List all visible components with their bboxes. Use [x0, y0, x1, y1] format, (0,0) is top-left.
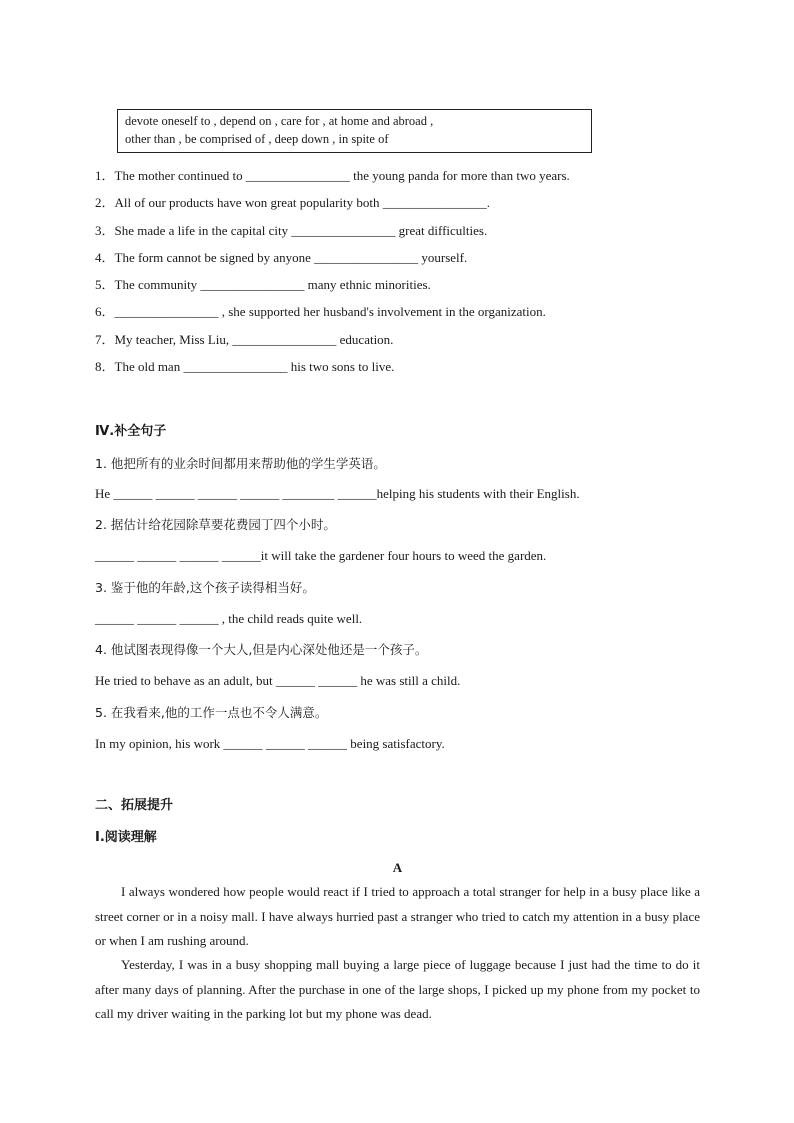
fill-blank-item-4: 4．The form cannot be signed by anyone ________________ yourself.	[95, 250, 468, 265]
sentence-4-english: He tried to behave as an adult, but ______ ______ he was still a child.	[95, 673, 461, 688]
fill-blank-item-2: 2．All of our products have won great popularity both ________________.	[95, 195, 490, 210]
sentence-5-chinese: 5. 在我看来,他的工作一点也不令人满意。	[95, 705, 328, 720]
sentence-1-chinese: 1. 他把所有的业余时间都用来帮助他的学生学英语。	[95, 456, 386, 471]
sentence-3-english: ______ ______ ______ , the child reads quite well.	[95, 611, 363, 626]
section-iv-heading: Ⅳ.补全句子	[95, 424, 167, 439]
reading-comprehension-heading: Ⅰ.阅读理解	[95, 830, 157, 845]
sentence-3-chinese: 3. 鉴于他的年龄,这个孩子读得相当好。	[95, 580, 315, 595]
word-bank-row-2: other than , be comprised of , deep down , in spite of	[125, 132, 389, 146]
passage-paragraph-1: I always wondered how people would react if I tried to approach a total stranger for help in a busy place like a street corner or in a noisy mall. I have always hurried past a stranger who tried to catch my attention in a busy place or when I am rushing around.	[95, 884, 700, 948]
fill-blank-item-6: 6．________________ , she supported her husband's involvement in the organization.	[95, 304, 546, 319]
fill-blank-item-8: 8．The old man ________________ his two sons to live.	[95, 359, 395, 374]
sentence-2-chinese: 2. 据估计给花园除草要花费园丁四个小时。	[95, 517, 336, 532]
section-two-heading: 二、拓展提升	[95, 798, 174, 813]
fill-blank-item-5: 5．The community ________________ many ethnic minorities.	[95, 277, 431, 292]
word-bank-row-1: devote oneself to , depend on , care for , at home and abroad ,	[125, 114, 434, 128]
sentence-5-english: In my opinion, his work ______ ______ ______ being satisfactory.	[95, 736, 445, 751]
fill-blank-item-3: 3．She made a life in the capital city ________________ great difficulties.	[95, 223, 488, 238]
passage-paragraph-2: Yesterday, I was in a busy shopping mall buying a large piece of luggage because I just had the time to do it after many days of planning. After the purchase in one of the large shops, I picked up my phone from my pocket to call my driver waiting in the parking lot but my phone was dead.	[95, 957, 700, 1021]
word-bank-box	[117, 109, 592, 153]
sentence-1-english: He ______ ______ ______ ______ ________ ______helping his students with their English.	[95, 486, 580, 501]
fill-blank-item-1: 1．The mother continued to ________________ the young panda for more than two years.	[95, 168, 570, 183]
passage-title: A	[392, 860, 403, 875]
fill-blank-item-7: 7．My teacher, Miss Liu, ________________ education.	[95, 332, 394, 347]
sentence-2-english: ______ ______ ______ ______it will take the gardener four hours to weed the garden.	[95, 548, 547, 563]
sentence-4-chinese: 4. 他试图表现得像一个大人,但是内心深处他还是一个孩子。	[95, 642, 428, 657]
